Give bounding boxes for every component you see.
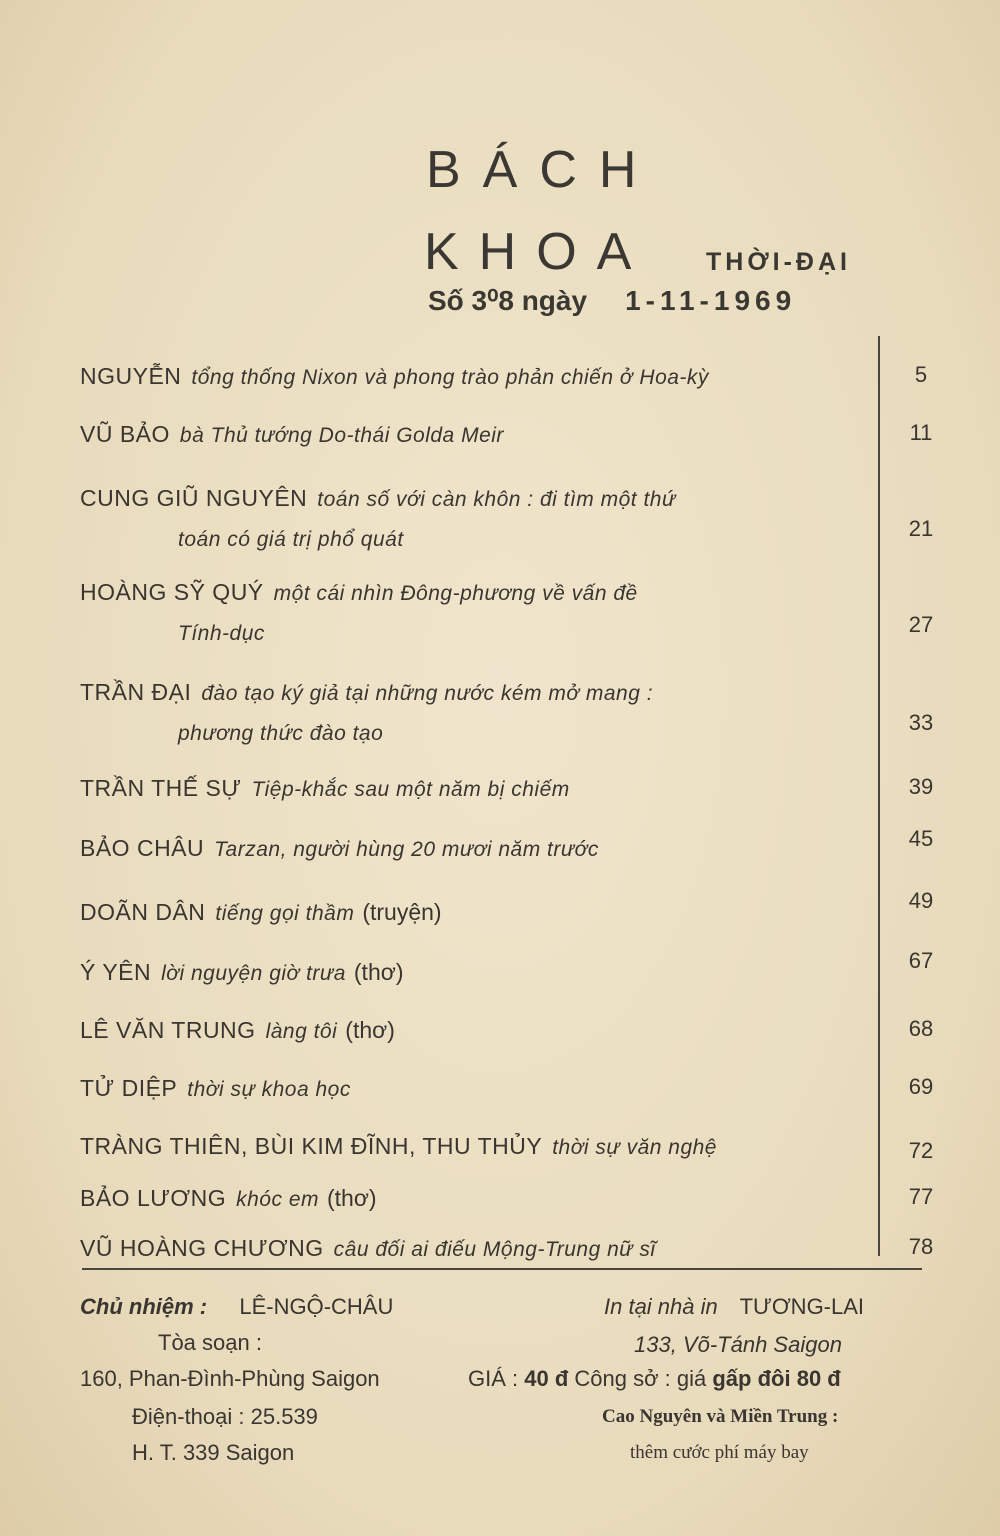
director-label: Chủ nhiệm : [80,1294,208,1319]
toc-page-number: 69 [908,1074,934,1099]
printer-label: In tại nhà in [604,1294,718,1319]
issue-date: 1-11-1969 [625,285,797,316]
toc-entry [80,828,860,870]
toc-page-number: 21 [908,516,934,541]
toc-author: BẢO CHÂU [80,835,205,861]
office-label: Tòa soạn : [158,1330,262,1355]
toc-page-number: 33 [908,710,934,735]
toc-genre: (thơ) [327,1185,377,1211]
toc-entry-line [80,478,860,520]
toc-entry-line [80,952,860,994]
toc-entry [80,572,860,654]
toc-author: Ý YÊN [80,959,152,985]
printer-name: TƯƠNG-LAI [739,1294,865,1319]
toc-entry [80,356,860,398]
footer-divider [82,1268,922,1270]
toc-entry [80,1228,860,1270]
toc-title-continued: Tính-dục [178,622,265,645]
toc-page-number: 77 [908,1184,934,1209]
toc-title: thời sự khoa học [187,1078,351,1101]
price-line [468,1366,841,1392]
toc-author: LÊ VĂN TRUNG [80,1017,256,1043]
director-name: LÊ-NGỘ-CHÂU [239,1294,394,1319]
toc-entry-line [80,672,860,714]
office-address: 160, Phan-Đình-Phùng Saigon [80,1366,380,1391]
toc-page-number: 5 [914,362,928,387]
director-line [80,1294,393,1320]
toc-entry [80,768,860,810]
toc-author: VŨ BẢO [80,421,170,447]
toc-page-number: 72 [908,1138,934,1163]
toc-title: bà Thủ tướng Do-thái Golda Meir [179,424,504,447]
toc-title: toán số với càn khôn : đi tìm một thứ [317,488,676,511]
masthead [0,0,1000,330]
toc-title-continued: phương thức đào tạo [178,722,384,745]
toc-genre: (thơ) [353,959,404,985]
toc-page-number: 45 [908,826,934,851]
toc-entry [80,952,860,994]
toc-entry-line [80,1178,860,1220]
government-double: gấp đôi [712,1366,791,1391]
issue-line [428,284,796,317]
toc-title: làng tôi [265,1020,338,1043]
toc-author: TRẦN ĐẠI [80,679,192,705]
page-column-divider [878,336,880,1256]
toc-entry-line [80,1126,860,1168]
toc-entry [80,1010,860,1052]
toc-entry-line [80,1068,860,1110]
price-label: GIÁ : [468,1366,519,1391]
toc-page-number: 39 [908,774,934,799]
toc-title: Tarzan, người hùng 20 mươi năm trước [214,838,599,861]
toc-entry [80,1068,860,1110]
toc-entry-line [80,892,860,934]
toc-title: tiếng gọi thầm [215,902,355,925]
phone-number: Điện-thoại : 25.539 [132,1404,318,1429]
magazine-title-line2: KHOA [424,223,652,281]
toc-entry [80,672,860,754]
magazine-title-line1: BÁCH [426,141,659,199]
toc-title: câu đối ai điếu Mộng-Trung nữ sĩ [333,1238,656,1261]
highland-note: Cao Nguyên và Miền Trung : [602,1406,839,1427]
toc-author: HOÀNG SỸ QUÝ [80,579,264,605]
toc-title: Tiệp-khắc sau một năm bị chiếm [251,778,570,801]
po-box: H. T. 339 Saigon [132,1440,295,1465]
toc-author: CUNG GIŨ NGUYÊN [80,485,308,511]
magazine-subtitle: THỜI-ĐẠI [706,248,851,276]
toc-page-number: 67 [908,948,934,973]
toc-author: VŨ HOÀNG CHƯƠNG [80,1235,324,1261]
printer-line [604,1294,864,1320]
toc-author: DOÃN DÂN [80,899,206,925]
toc-page-number: 11 [909,420,933,445]
toc-page-number: 68 [908,1016,934,1041]
toc-author: TRẦN THẾ SỰ [80,775,242,801]
toc-title: khóc em [236,1188,319,1211]
toc-entry-line [80,356,860,398]
toc-author: NGUYỄN [80,363,182,389]
issue-number: Số 3⁰8 ngày [428,285,588,316]
printer-address: 133, Võ-Tánh Saigon [634,1332,842,1357]
toc-entry-line [80,1010,860,1052]
toc-title: tổng thống Nixon và phong trào phản chiến ở Hoa-kỳ [191,366,709,389]
toc-title-continued: toán có giá trị phổ quát [178,528,404,551]
toc-title: đào tạo ký giả tại những nước kém mở mang : [201,682,654,705]
government-price: 80 đ [796,1366,841,1391]
toc-title: lời nguyện giờ trưa [161,962,346,985]
toc-page-number: 49 [908,888,934,913]
toc-entry-line [80,414,860,456]
toc-entry-line [80,1228,860,1270]
toc-genre: (thơ) [345,1017,395,1043]
toc-author: TỬ DIỆP [80,1075,178,1101]
toc-title: thời sự văn nghệ [552,1136,717,1159]
toc-page-number: 27 [908,612,934,637]
toc-entry [80,1126,860,1168]
price-value: 40 đ [524,1366,569,1391]
toc-author: BẢO LƯƠNG [80,1185,227,1211]
toc-entry [80,892,860,934]
toc-entry [80,1178,860,1220]
toc-page-number: 78 [908,1234,934,1259]
toc-entry [80,414,860,456]
toc-entry-line [80,768,860,810]
toc-author: TRÀNG THIÊN, BÙI KIM ĐĨNH, THU THỦY [80,1133,543,1159]
toc-entry-line [80,828,860,870]
toc-entry [80,478,860,560]
government-price-label: Công sở : giá [574,1366,707,1391]
toc-title: một cái nhìn Đông-phương về vấn đề [273,582,638,605]
toc-genre: (truyện) [362,899,442,925]
airmail-note: thêm cước phí máy bay [630,1442,809,1463]
toc-entry-line [80,572,860,614]
